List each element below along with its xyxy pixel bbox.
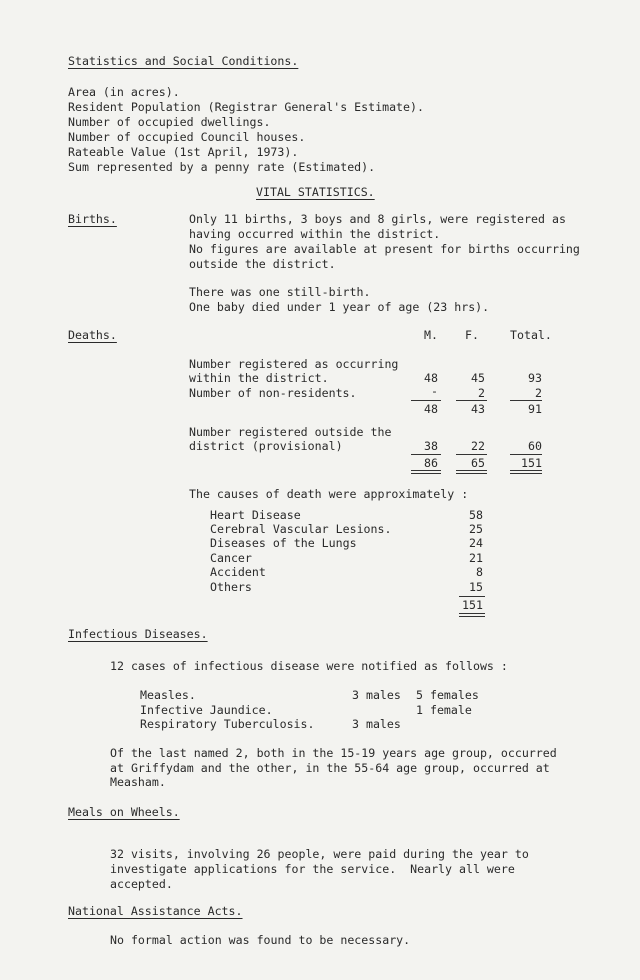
- meals-line: accepted.: [110, 877, 173, 891]
- causes-intro: The causes of death were approximately :: [189, 487, 469, 501]
- deaths-m-value: -: [431, 384, 438, 398]
- deaths-f-value: 43: [471, 402, 485, 416]
- disease-males: 3 males: [352, 688, 401, 702]
- cause-name: Accident: [210, 565, 266, 579]
- cause-value: 15: [469, 580, 483, 594]
- deaths-m-value: 48: [424, 402, 438, 416]
- infectious-heading: Infectious Diseases.: [68, 627, 208, 641]
- infectious-note: Measham.: [110, 775, 166, 789]
- stats-line: Number of occupied dwellings.: [68, 115, 271, 129]
- cause-value: 58: [469, 508, 483, 522]
- cause-name: Cerebral Vascular Lesions.: [210, 522, 392, 536]
- rule: [459, 596, 485, 597]
- infectious-note: at Griffydam and the other, in the 55-64 age group, occurred at: [110, 761, 550, 775]
- births-line: No figures are available at present for births occurring: [189, 242, 580, 256]
- disease-name: Respiratory Tuberculosis.: [140, 717, 315, 731]
- causes-total: 151: [462, 598, 483, 612]
- rule: [456, 400, 487, 401]
- births-line: Only 11 births, 3 boys and 8 girls, were registered as: [189, 212, 566, 226]
- stats-heading: Statistics and Social Conditions.: [68, 54, 299, 68]
- meals-heading: Meals on Wheels.: [68, 805, 180, 819]
- stats-line: Number of occupied Council houses.: [68, 130, 306, 144]
- deaths-col-f: F.: [465, 328, 479, 342]
- stats-line: Sum represented by a penny rate (Estimated).: [68, 160, 376, 174]
- infectious-intro: 12 cases of infectious disease were notified as follows :: [110, 659, 508, 673]
- deaths-f-value: 45: [471, 371, 485, 385]
- deaths-total-value: 93: [528, 371, 542, 385]
- rule: [411, 454, 441, 455]
- assistance-heading: National Assistance Acts.: [68, 904, 243, 918]
- disease-females: 1 female: [416, 703, 472, 717]
- births-line: outside the district.: [189, 257, 336, 271]
- stats-line: Rateable Value (1st April, 1973).: [68, 145, 299, 159]
- deaths-row-label: Number registered as occurring: [189, 357, 399, 371]
- cause-name: Others: [210, 580, 252, 594]
- cause-value: 8: [476, 565, 483, 579]
- cause-name: Cancer: [210, 551, 252, 565]
- stats-line: Resident Population (Registrar General's Estimate).: [68, 100, 424, 114]
- deaths-total-value: 60: [528, 439, 542, 453]
- deaths-total-value: 2: [535, 386, 542, 400]
- deaths-label: Deaths.: [68, 328, 117, 342]
- births-line: One baby died under 1 year of age (23 hrs).: [189, 300, 490, 314]
- deaths-f-value: 22: [471, 439, 485, 453]
- disease-males: 3 males: [352, 717, 401, 731]
- rule: [510, 454, 542, 455]
- double-rule: [510, 470, 542, 474]
- deaths-row-label: Number registered outside the: [189, 425, 392, 439]
- vital-heading: VITAL STATISTICS.: [256, 185, 375, 199]
- deaths-row-label: within the district.: [189, 371, 329, 385]
- rule: [456, 454, 487, 455]
- double-rule: [411, 470, 441, 474]
- cause-value: 25: [469, 522, 483, 536]
- meals-line: investigate applications for the service. Nearly all were: [110, 862, 515, 876]
- cause-value: 24: [469, 536, 483, 550]
- meals-line: 32 visits, involving 26 people, were paid during the year to: [110, 847, 529, 861]
- deaths-m-value: 48: [424, 371, 438, 385]
- births-label: Births.: [68, 212, 117, 226]
- disease-females: 5 females: [416, 688, 479, 702]
- double-rule: [456, 470, 487, 474]
- stats-line: Area (in acres).: [68, 85, 180, 99]
- infectious-note: Of the last named 2, both in the 15-19 years age group, occurred: [110, 746, 557, 760]
- deaths-total-value: 91: [528, 402, 542, 416]
- deaths-m-value: 38: [424, 439, 438, 453]
- cause-value: 21: [469, 551, 483, 565]
- deaths-row-label: district (provisional): [189, 439, 343, 453]
- rule: [510, 400, 542, 401]
- disease-name: Measles.: [140, 688, 196, 702]
- disease-name: Infective Jaundice.: [140, 703, 273, 717]
- births-line: having occurred within the district.: [189, 227, 441, 241]
- deaths-row-label: Number of non-residents.: [189, 386, 357, 400]
- deaths-total-value: 151: [521, 456, 542, 470]
- cause-name: Diseases of the Lungs: [210, 536, 357, 550]
- double-rule: [459, 613, 485, 617]
- deaths-f-value: 2: [478, 386, 485, 400]
- cause-name: Heart Disease: [210, 508, 301, 522]
- assistance-line: No formal action was found to be necessary.: [110, 933, 411, 947]
- rule: [411, 400, 441, 401]
- deaths-f-value: 65: [471, 456, 485, 470]
- deaths-m-value: 86: [424, 456, 438, 470]
- deaths-col-total: Total.: [510, 328, 552, 342]
- deaths-col-m: M.: [424, 328, 438, 342]
- births-line: There was one still-birth.: [189, 285, 371, 299]
